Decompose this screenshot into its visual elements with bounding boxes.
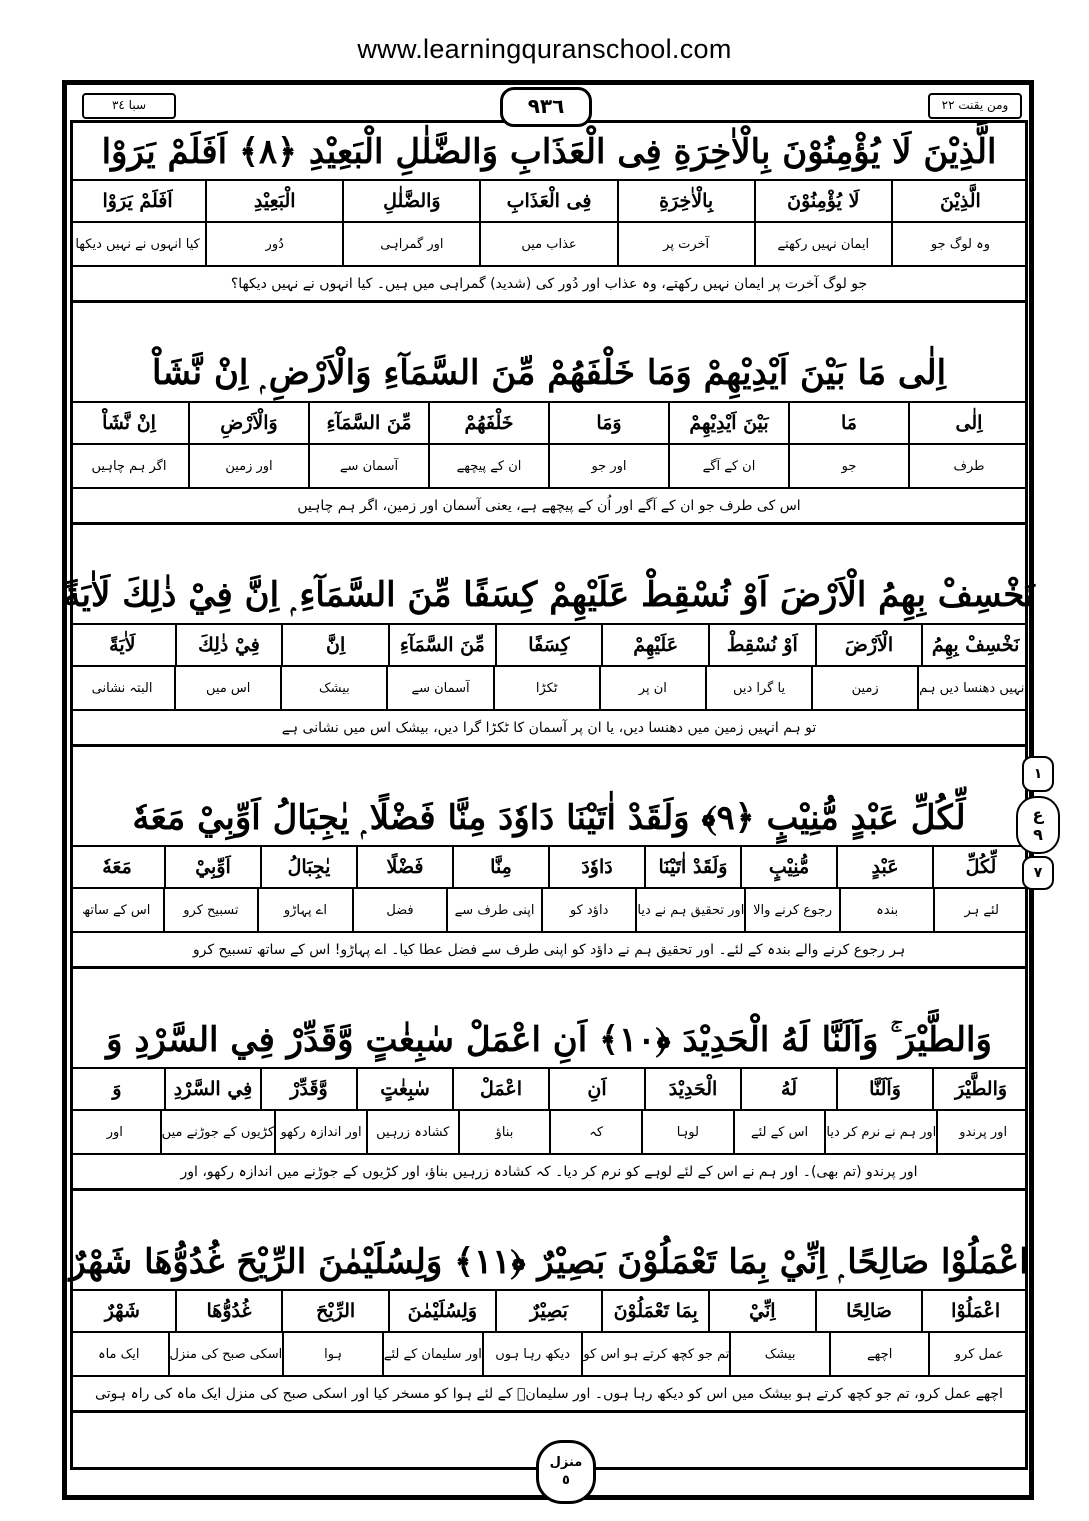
meaning-cell: عمل کرو xyxy=(928,1333,1028,1375)
word-cell: فِيْ ذٰلِكَ xyxy=(175,625,282,665)
meaning-cell: کشادہ زرہیں xyxy=(366,1111,458,1153)
meaning-cell: اور سلیمان کے لئے xyxy=(382,1333,482,1375)
meaning-cell: آسمان سے xyxy=(386,667,492,709)
meaning-row xyxy=(70,1111,1028,1155)
word-cell: الَّذِيْنَ xyxy=(891,181,1028,221)
translation-line: ہر رجوع کرنے والے بندہ کے لئے۔ اور تحقیق ہم نے داؤد کو اپنی طرف سے فضل عطا کیا۔ اے پہاڑو! اس کے ساتھ تسبیح کرو xyxy=(70,933,1028,969)
verse-line: اعْمَلُوْا صَالِحًا ۭ اِنِّيْ بِمَا تَعْمَلُوْنَ بَصِيْرٌ ﴿١١﴾ وَلِسُلَيْمٰنَ الرِّيْحَ غُدُوُّهَا شَهْرٌ xyxy=(70,1233,1028,1291)
meaning-cell: ان کے پیچھے xyxy=(428,445,548,487)
meaning-cell: ایک ماہ xyxy=(97,1346,140,1362)
meaning-row xyxy=(70,667,1028,711)
meaning-cell: بیشک xyxy=(729,1333,829,1375)
word-cell: كِسَفًا xyxy=(495,625,602,665)
word-cell: وَ xyxy=(112,1078,122,1100)
ruku-marker xyxy=(1016,796,1060,854)
word-cell: وَّقَدِّرْ xyxy=(260,1069,356,1109)
verse-line: وَالطَّيْرَ ۚ وَاَلَنَّا لَهُ الْحَدِيْدَ ﴿١٠﴾ اَنِ اعْمَلْ سٰبِغٰتٍ وَّقَدِّرْ فِي السَّرْدِ وَ xyxy=(70,1011,1028,1069)
ruku-top-marker: ١ xyxy=(1022,756,1054,792)
word-cell: بِمَا تَعْمَلُوْنَ xyxy=(601,1291,708,1331)
word-cell: يٰجِبَالُ xyxy=(260,847,356,887)
meaning-cell: داؤد کو xyxy=(541,889,636,931)
word-cell: مِّنَ السَّمَآءِ xyxy=(388,625,495,665)
word-row xyxy=(70,625,1028,667)
meaning-cell: جو xyxy=(788,445,908,487)
meaning-cell: کیا انہوں نے نہیں دیکھا xyxy=(75,236,200,252)
meaning-cell: اس میں xyxy=(174,667,280,709)
word-cell: لَهُ xyxy=(740,1069,836,1109)
word-cell: الْحَدِيْدَ xyxy=(644,1069,740,1109)
meaning-row xyxy=(70,445,1028,489)
word-cell: دَاوٗدَ xyxy=(548,847,644,887)
meaning-cell: بیشک xyxy=(280,667,386,709)
verse-line: لِّكُلِّ عَبْدٍ مُّنِيْبٍ ﴿٩﴾ وَلَقَدْ اٰتَيْنَا دَاوٗدَ مِنَّا فَضْلًا ۭ يٰجِبَالُ اَوِّبِيْ مَعَهٗ xyxy=(70,789,1028,847)
meaning-cell: اور ہم نے نرم کر دیا xyxy=(824,1111,936,1153)
meaning-cell: اور اندازہ رکھو xyxy=(274,1111,366,1153)
word-cell: شَهْرٌ xyxy=(104,1300,140,1322)
ruku-bottom-marker: ٧ xyxy=(1022,856,1054,890)
manzil-badge xyxy=(536,1440,596,1504)
word-cell: لَاٰيَةً xyxy=(109,634,136,656)
translation-line: تو ہم انہیں زمین میں دھنسا دیں، یا ان پر آسمان کا ٹکڑا گرا دیں، بیشک اس میں نشانی ہے xyxy=(70,711,1028,747)
meaning-cell: اگر ہم چاہیں xyxy=(91,458,167,474)
meaning-cell: اور xyxy=(106,1124,123,1140)
meaning-cell: انہیں دھنسا دیں ہم xyxy=(917,667,1028,709)
meaning-cell: اور زمین xyxy=(188,445,308,487)
verse-line: اِلٰى مَا بَيْنَ اَيْدِيْهِمْ وَمَا خَلْفَهُمْ مِّنَ السَّمَآءِ وَالْاَرْضِ ۭ اِنْ نَّشَاْ xyxy=(70,345,1028,403)
word-cell: عَلَيْهِمْ xyxy=(601,625,708,665)
verse-line: الَّذِيْنَ لَا يُؤْمِنُوْنَ بِالْاٰخِرَةِ فِى الْعَذَابِ وَالضَّلٰلِ الْبَعِيْدِ ﴿٨﴾ اَفَلَمْ يَرَوْا xyxy=(70,123,1028,181)
word-cell: اَوِّبِيْ xyxy=(164,847,260,887)
meaning-cell: آسمان سے xyxy=(308,445,428,487)
meaning-cell: دیکھ رہا ہوں xyxy=(482,1333,582,1375)
meaning-row xyxy=(70,889,1028,933)
word-cell: مِّنَ السَّمَآءِ xyxy=(308,403,428,443)
word-row xyxy=(70,181,1028,223)
meaning-cell: ان پر xyxy=(599,667,705,709)
meaning-cell: اچھے xyxy=(829,1333,929,1375)
word-cell: اَوْ نُسْقِطْ xyxy=(708,625,815,665)
meaning-cell: تم جو کچھ کرتے ہو اس کو xyxy=(581,1333,729,1375)
word-cell: اِلٰى xyxy=(908,403,1028,443)
meaning-cell: اسکی صبح کی منزل xyxy=(168,1333,283,1375)
header-left-label: سبا ٣٤ xyxy=(82,93,176,119)
word-cell: وَلِسُلَيْمٰنَ xyxy=(388,1291,495,1331)
meaning-cell: اور گمراہی xyxy=(342,223,479,265)
word-cell: وَالضَّلٰلِ xyxy=(342,181,479,221)
meaning-cell: اور جو xyxy=(548,445,668,487)
word-row xyxy=(70,1291,1028,1333)
word-cell: سٰبِغٰتٍ xyxy=(356,1069,452,1109)
word-cell: صَالِحًا xyxy=(815,1291,922,1331)
page-number: ٩٣٦ xyxy=(500,87,592,127)
word-cell: فِى الْعَذَابِ xyxy=(479,181,616,221)
manzil-label: منزل xyxy=(549,1455,583,1470)
meaning-row xyxy=(70,223,1028,267)
meaning-cell: رجوع کرنے والا xyxy=(744,889,839,931)
meaning-cell: بندہ xyxy=(839,889,934,931)
word-cell: اِنِّيْ xyxy=(708,1291,815,1331)
word-row xyxy=(70,403,1028,445)
header-right-label: ومن یقنت ٢٢ xyxy=(928,93,1022,119)
word-cell: وَالطَّيْرَ xyxy=(932,1069,1028,1109)
word-cell: عَبْدٍ xyxy=(836,847,932,887)
word-cell: مُّنِيْبٍ xyxy=(740,847,836,887)
meaning-cell: اس کے لئے xyxy=(733,1111,825,1153)
meaning-cell: ٹکڑا xyxy=(493,667,599,709)
meaning-cell: اے پہاڑو xyxy=(257,889,352,931)
word-cell: وَلَقَدْ اٰتَيْنَا xyxy=(644,847,740,887)
meaning-cell: دُور xyxy=(205,223,342,265)
word-cell: مِنَّا xyxy=(452,847,548,887)
word-cell: لَا يُؤْمِنُوْنَ xyxy=(754,181,891,221)
meaning-cell: اور پرندو xyxy=(936,1111,1028,1153)
word-cell: نَخْسِفْ بِهِمُ xyxy=(921,625,1028,665)
word-cell: بِالْاٰخِرَةِ xyxy=(617,181,754,221)
translation-line: جو لوگ آخرت پر ایمان نہیں رکھتے، وہ عذاب اور دُور کی (شدید) گمراہی میں ہیں۔ کیا انہوں نے نہیں دیکھا؟ xyxy=(70,267,1028,303)
word-cell: وَالْاَرْضِ xyxy=(188,403,308,443)
word-cell: اَنِ xyxy=(548,1069,644,1109)
word-cell: الْبَعِيْدِ xyxy=(205,181,342,221)
word-cell: الْاَرْضَ xyxy=(815,625,922,665)
meaning-cell: آخرت پر xyxy=(617,223,754,265)
meaning-cell: زمین xyxy=(811,667,917,709)
word-cell: الرِّيْحَ xyxy=(281,1291,388,1331)
word-cell: غُدُوُّهَا xyxy=(175,1291,282,1331)
meaning-cell: البتہ نشانی xyxy=(91,680,153,696)
word-cell: اِنْ نَّشَاْ xyxy=(102,412,156,434)
word-cell: مَا xyxy=(788,403,908,443)
ruku-symbol: ع xyxy=(1032,805,1044,824)
word-cell: خَلْفَهُمْ xyxy=(428,403,548,443)
meaning-cell: اپنی طرف سے xyxy=(446,889,541,931)
word-row xyxy=(70,1069,1028,1111)
meaning-cell: وہ لوگ جو xyxy=(891,223,1028,265)
word-cell: فِي السَّرْدِ xyxy=(164,1069,260,1109)
meaning-cell: بناؤ xyxy=(458,1111,550,1153)
word-cell: بَصِيْرٌ xyxy=(495,1291,602,1331)
meaning-cell: عذاب میں xyxy=(479,223,616,265)
word-cell: وَاَلَنَّا xyxy=(836,1069,932,1109)
meaning-row xyxy=(70,1333,1028,1377)
word-cell: اعْمَلُوْا xyxy=(921,1291,1028,1331)
meaning-cell: کہ xyxy=(549,1111,641,1153)
word-cell: اَفَلَمْ يَرَوْا xyxy=(102,190,173,212)
website-url[interactable]: www.learningquranschool.com xyxy=(357,34,732,64)
word-cell: وَمَا xyxy=(548,403,668,443)
manzil-number: ٥ xyxy=(562,1473,570,1488)
word-cell: بَيْنَ اَيْدِيْهِمْ xyxy=(668,403,788,443)
word-cell: لِّكُلِّ xyxy=(932,847,1028,887)
word-cell: فَضْلًا xyxy=(356,847,452,887)
meaning-cell: تسبیح کرو xyxy=(163,889,258,931)
meaning-cell: لوہا xyxy=(641,1111,733,1153)
word-cell: اِنَّ xyxy=(281,625,388,665)
meaning-cell: یا گرا دیں xyxy=(705,667,811,709)
word-cell: اعْمَلْ xyxy=(452,1069,548,1109)
meaning-cell: کڑیوں کے جوڑنے میں xyxy=(160,1111,275,1153)
translation-line: اچھے عمل کرو، تم جو کچھ کرتے ہو بیشک میں اس کو دیکھ رہا ہوں۔ اور سلیمانؑ کے لئے ہوا کو مسخر کیا اور اسکی صبح کی منزل ایک ماہ کی راہ ہوتی xyxy=(70,1377,1028,1413)
word-row xyxy=(70,847,1028,889)
translation-line: اور پرندو (تم بھی)۔ اور ہم نے اس کے لئے لوہے کو نرم کر دیا۔ کہ کشادہ زرہیں بناؤ، اور کڑیوں کے جوڑنے میں اندازہ رکھو، اور xyxy=(70,1155,1028,1191)
ruku-mid-number: ٩ xyxy=(1033,825,1043,844)
meaning-cell: لئے ہر xyxy=(933,889,1028,931)
meaning-cell: ہوا xyxy=(282,1333,382,1375)
meaning-cell: ان کے آگے xyxy=(668,445,788,487)
word-cell: مَعَهٗ xyxy=(102,856,132,878)
verse-line: نَخْسِفْ بِهِمُ الْاَرْضَ اَوْ نُسْقِطْ عَلَيْهِمْ كِسَفًا مِّنَ السَّمَآءِ ۭ اِنَّ فِيْ ذٰلِكَ لَاٰيَةً xyxy=(70,567,1028,625)
meaning-cell: اور تحقیق ہم نے دیا xyxy=(635,889,744,931)
meaning-cell: ایمان نہیں رکھتے xyxy=(754,223,891,265)
meaning-cell: اس کے ساتھ xyxy=(82,902,151,918)
meaning-cell: فضل xyxy=(352,889,447,931)
meaning-cell: طرف xyxy=(908,445,1028,487)
translation-line: اس کی طرف جو ان کے آگے اور اُن کے پیچھے ہے، یعنی آسمان اور زمین، اگر ہم چاہیں xyxy=(70,489,1028,525)
